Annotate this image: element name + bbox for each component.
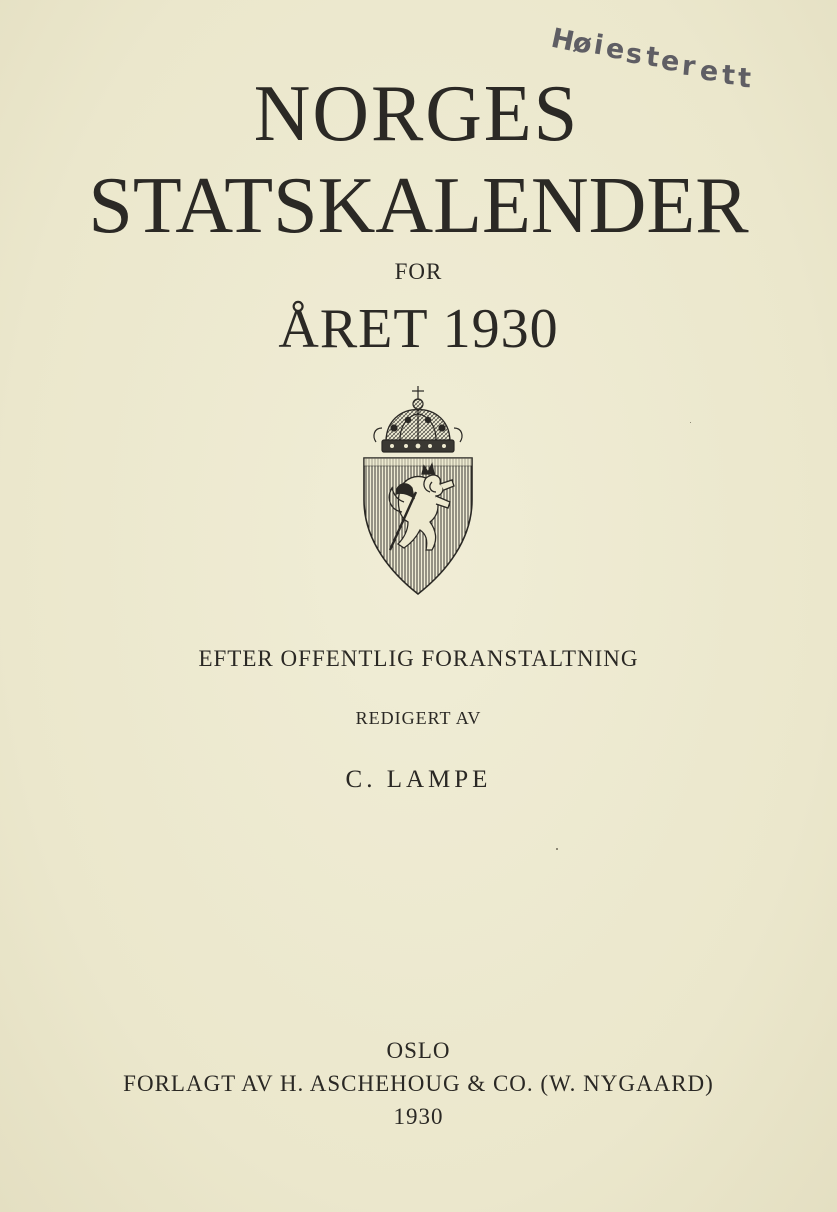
edited-by-label: REDIGERT AV — [355, 708, 482, 728]
stamp-letter: t — [721, 59, 736, 92]
imprint-year: 1930 — [393, 1104, 444, 1129]
stamp-letter: ø — [570, 26, 595, 61]
imprint-publisher: FORLAGT AV H. ASCHEHOUG & CO. (W. NYGAARD) — [123, 1071, 714, 1096]
stamp-letter: r — [680, 50, 697, 83]
stamp-letter: t — [644, 41, 661, 74]
for-label: FOR — [394, 259, 443, 284]
stamp-letter: e — [604, 32, 627, 67]
stamp-letter: H — [548, 22, 578, 58]
title-line-1: NORGES — [253, 70, 580, 158]
stamp-letter: e — [698, 55, 720, 88]
editor-name: C. LAMPE — [345, 766, 492, 793]
imprint-city: OSLO — [386, 1038, 451, 1063]
stamp-letter: e — [659, 45, 681, 78]
norwegian-coat-of-arms-icon — [356, 380, 480, 598]
year-label: ÅRET 1930 — [278, 298, 559, 360]
stamp-letter: s — [624, 38, 644, 71]
subtitle: EFTER OFFENTLIG FORANSTALTNING — [198, 646, 639, 671]
paper-speck — [556, 848, 558, 850]
stamp-letter: i — [591, 29, 606, 62]
crown-icon — [374, 386, 462, 452]
paper-speck — [690, 422, 691, 423]
stamp-letter: t — [737, 62, 752, 95]
title-line-2: STATSKALENDER — [88, 162, 749, 250]
